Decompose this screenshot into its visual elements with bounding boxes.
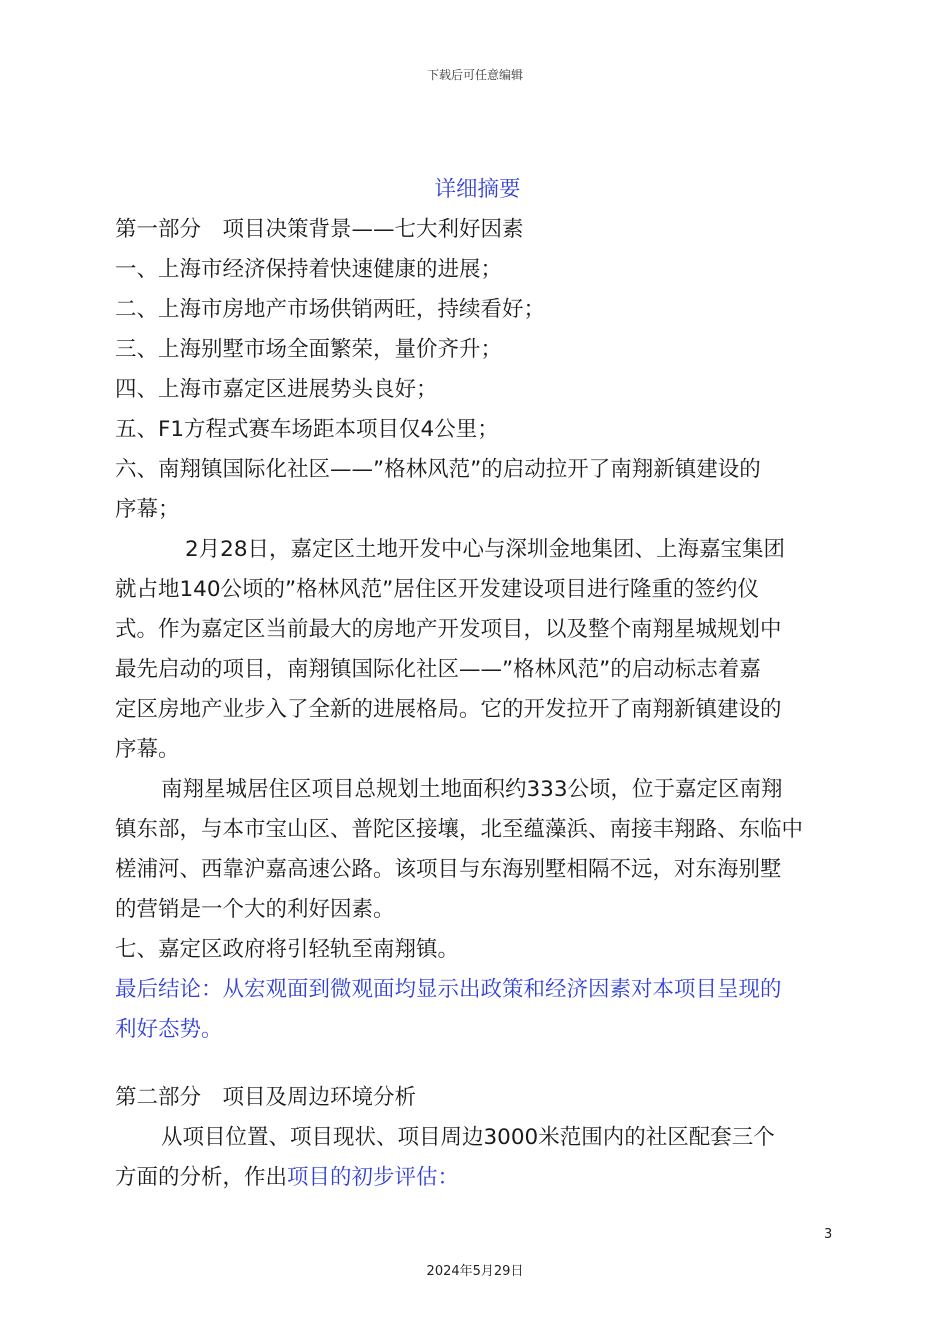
paragraph-line: 槎浦河、西靠沪嘉高速公路。该项目与东海别墅相隔不远，对东海别墅 [115, 857, 782, 882]
part2-heading: 第二部分 项目及周边环境分析 [115, 1085, 417, 1110]
page-number: 3 [824, 1227, 833, 1242]
paragraph-line: 最先启动的项目，南翔镇国际化社区——”格林风范”的启动标志着嘉 [115, 657, 761, 682]
paragraph-line: 定区房地产业步入了全新的进展格局。它的开发拉开了南翔新镇建设的 [115, 697, 782, 722]
paragraph-line: 南翔星城居住区项目总规划土地面积约333公顷，位于嘉定区南翔 [161, 777, 783, 802]
list-item: 二、上海市房地产市场供销两旺，持续看好； [115, 297, 546, 322]
list-item: 三、上海别墅市场全面繁荣，量价齐升； [115, 337, 503, 362]
paragraph-line: 序幕。 [115, 737, 180, 762]
paragraph-line: 的营销是一个大的利好因素。 [115, 897, 395, 922]
section-spacer [115, 1050, 840, 1078]
page-header: 下载后可任意编辑 [426, 68, 523, 82]
paragraph-line: 就占地140公顷的”格林风范”居住区开发建设项目进行隆重的签约仪 [115, 577, 759, 602]
paragraph-line [115, 1158, 840, 1198]
paragraph-line: 镇东部，与本市宝山区、普陀区接壤，北至蕴藻浜、南接丰翔路、东临中 [115, 817, 804, 842]
list-item-continuation: 序幕； [115, 497, 180, 522]
paragraph-line: 从项目位置、项目现状、项目周边3000米范围内的社区配套三个 [161, 1125, 775, 1150]
paragraph-line: 式。作为嘉定区当前最大的房地产开发项目，以及整个南翔星城规划中 [115, 617, 782, 642]
highlighted-text: 项目的初步评估： [287, 1165, 460, 1190]
conclusion-line: 利好态势。 [115, 1017, 223, 1042]
paragraph-text: 方面的分析，作出 [115, 1165, 288, 1190]
page-footer-date: 2024年5月29日 [426, 1264, 524, 1279]
list-item: 六、南翔镇国际化社区——”格林风范”的启动拉开了南翔新镇建设的 [115, 457, 761, 482]
paragraph-line: 2月28日，嘉定区土地开发中心与深圳金地集团、上海嘉宝集团 [185, 537, 786, 562]
document-body [115, 170, 840, 1198]
conclusion-line: 最后结论：从宏观面到微观面均显示出政策和经济因素对本项目呈现的 [115, 977, 782, 1002]
list-item: 四、上海市嘉定区进展势头良好； [115, 377, 438, 402]
list-item: 一、上海市经济保持着快速健康的进展； [115, 257, 503, 282]
list-item: 五、F1方程式赛车场距本项目仅4公里； [115, 417, 499, 442]
part1-heading: 第一部分 项目决策背景——七大利好因素 [115, 217, 524, 242]
list-item: 七、嘉定区政府将引轻轨至南翔镇。 [115, 937, 460, 962]
page-title: 详细摘要 [434, 177, 521, 202]
